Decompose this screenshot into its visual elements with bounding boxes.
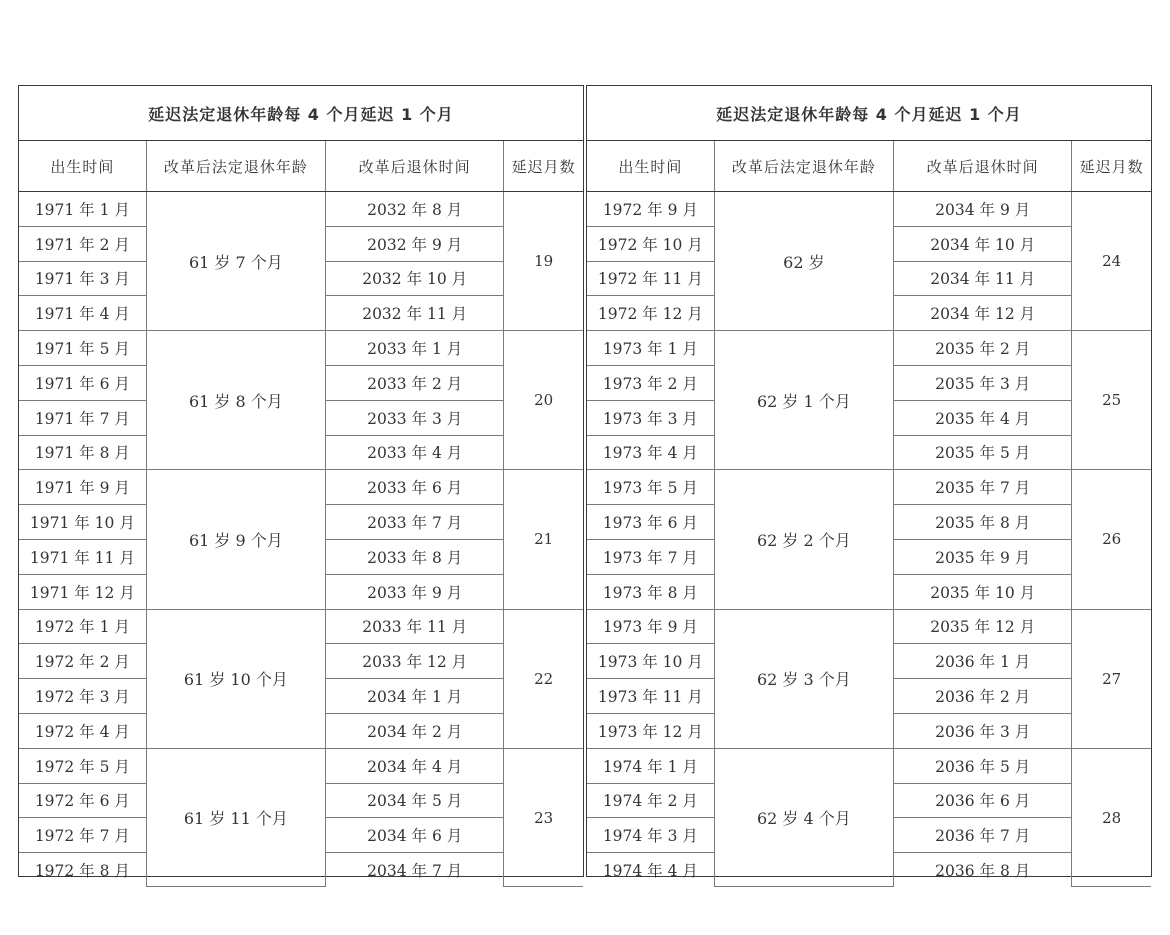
birth-time-cell: 1973 年 12 月 [587,713,714,748]
retirement-time-cell: 2034 年 10 月 [894,226,1072,261]
birth-time-cell: 1971 年 6 月 [19,365,146,400]
delay-months-cell: 19 [504,192,583,331]
table-right-frame [586,85,1152,881]
retirement-time-cell: 2034 年 12 月 [894,296,1072,331]
table-left-frame [18,85,584,881]
birth-time-cell: 1971 年 8 月 [19,435,146,470]
birth-time-cell: 1973 年 3 月 [587,400,714,435]
retirement-age-cell: 61 岁 10 个月 [146,609,325,748]
retirement-age-cell: 62 岁 2 个月 [714,470,893,609]
retirement-time-cell: 2034 年 6 月 [326,818,504,853]
retirement-time-cell: 2035 年 4 月 [894,400,1072,435]
birth-time-cell: 1971 年 7 月 [19,400,146,435]
delay-months-cell: 27 [1072,609,1151,748]
delay-months-cell: 23 [504,748,583,887]
retirement-time-cell: 2033 年 6 月 [326,470,504,505]
birth-time-cell: 1971 年 5 月 [19,331,146,366]
birth-time-cell: 1973 年 1 月 [587,331,714,366]
delay-months-cell: 26 [1072,470,1151,609]
retirement-age-cell: 61 岁 7 个月 [146,192,325,331]
birth-time-cell: 1974 年 1 月 [587,748,714,783]
header-birth-time: 出生时间 [19,141,146,192]
retirement-time-cell: 2036 年 6 月 [894,783,1072,818]
birth-time-cell: 1974 年 4 月 [587,853,714,887]
birth-time-cell: 1972 年 12 月 [587,296,714,331]
birth-time-cell: 1973 年 11 月 [587,679,714,714]
retirement-time-cell: 2033 年 4 月 [326,435,504,470]
retirement-delay-tables [18,85,1152,881]
table-row [587,192,1151,227]
retirement-time-cell: 2035 年 9 月 [894,539,1072,574]
retirement-time-cell: 2034 年 4 月 [326,748,504,783]
table-title-row [19,86,583,141]
retirement-time-cell: 2032 年 8 月 [326,192,504,227]
table-row [587,470,1151,505]
header-delay-months: 延迟月数 [504,141,583,192]
header-legal-retirement-age: 改革后法定退休年龄 [714,141,893,192]
retirement-time-cell: 2036 年 2 月 [894,679,1072,714]
delay-months-cell: 25 [1072,331,1151,470]
table-header-row [19,141,583,192]
retirement-time-cell: 2035 年 8 月 [894,505,1072,540]
birth-time-cell: 1971 年 10 月 [19,505,146,540]
retirement-time-cell: 2036 年 5 月 [894,748,1072,783]
retirement-time-cell: 2036 年 8 月 [894,853,1072,887]
birth-time-cell: 1973 年 7 月 [587,539,714,574]
table-title: 延迟法定退休年龄每 4 个月延迟 1 个月 [587,86,1151,141]
retirement-time-cell: 2033 年 7 月 [326,505,504,540]
retirement-table-left [19,86,583,887]
retirement-age-cell: 61 岁 8 个月 [146,331,325,470]
retirement-time-cell: 2035 年 7 月 [894,470,1072,505]
table-title: 延迟法定退休年龄每 4 个月延迟 1 个月 [19,86,583,141]
retirement-time-cell: 2036 年 3 月 [894,713,1072,748]
birth-time-cell: 1971 年 9 月 [19,470,146,505]
birth-time-cell: 1971 年 4 月 [19,296,146,331]
retirement-time-cell: 2033 年 11 月 [326,609,504,644]
retirement-time-cell: 2033 年 3 月 [326,400,504,435]
delay-months-cell: 20 [504,331,583,470]
birth-time-cell: 1971 年 1 月 [19,192,146,227]
delay-months-cell: 28 [1072,748,1151,887]
retirement-time-cell: 2034 年 11 月 [894,261,1072,296]
header-delay-months: 延迟月数 [1072,141,1151,192]
table-header-row [587,141,1151,192]
table-row [587,748,1151,783]
retirement-time-cell: 2034 年 1 月 [326,679,504,714]
birth-time-cell: 1972 年 5 月 [19,748,146,783]
retirement-time-cell: 2034 年 9 月 [894,192,1072,227]
birth-time-cell: 1971 年 11 月 [19,539,146,574]
birth-time-cell: 1973 年 9 月 [587,609,714,644]
delay-months-cell: 22 [504,609,583,748]
birth-time-cell: 1973 年 4 月 [587,435,714,470]
retirement-time-cell: 2035 年 2 月 [894,331,1072,366]
birth-time-cell: 1972 年 11 月 [587,261,714,296]
birth-time-cell: 1972 年 1 月 [19,609,146,644]
table-row [587,609,1151,644]
retirement-time-cell: 2033 年 8 月 [326,539,504,574]
retirement-age-cell: 62 岁 [714,192,893,331]
header-legal-retirement-age: 改革后法定退休年龄 [146,141,325,192]
retirement-time-cell: 2033 年 12 月 [326,644,504,679]
birth-time-cell: 1973 年 8 月 [587,574,714,609]
retirement-time-cell: 2034 年 2 月 [326,713,504,748]
header-retirement-time: 改革后退休时间 [326,141,504,192]
birth-time-cell: 1971 年 3 月 [19,261,146,296]
retirement-time-cell: 2033 年 9 月 [326,574,504,609]
retirement-time-cell: 2033 年 1 月 [326,331,504,366]
retirement-time-cell: 2034 年 7 月 [326,853,504,887]
birth-time-cell: 1972 年 8 月 [19,853,146,887]
retirement-time-cell: 2035 年 5 月 [894,435,1072,470]
retirement-age-cell: 62 岁 1 个月 [714,331,893,470]
table-row [19,331,583,366]
retirement-time-cell: 2033 年 2 月 [326,365,504,400]
table-row [19,609,583,644]
retirement-table-right [587,86,1151,887]
birth-time-cell: 1971 年 12 月 [19,574,146,609]
table-title-row [587,86,1151,141]
retirement-age-cell: 62 岁 4 个月 [714,748,893,887]
delay-months-cell: 21 [504,470,583,609]
retirement-time-cell: 2035 年 3 月 [894,365,1072,400]
birth-time-cell: 1972 年 3 月 [19,679,146,714]
birth-time-cell: 1972 年 7 月 [19,818,146,853]
retirement-time-cell: 2032 年 10 月 [326,261,504,296]
birth-time-cell: 1972 年 9 月 [587,192,714,227]
retirement-time-cell: 2036 年 1 月 [894,644,1072,679]
birth-time-cell: 1972 年 2 月 [19,644,146,679]
table-row [587,331,1151,366]
birth-time-cell: 1973 年 10 月 [587,644,714,679]
table-row [19,470,583,505]
retirement-time-cell: 2034 年 5 月 [326,783,504,818]
retirement-time-cell: 2032 年 11 月 [326,296,504,331]
retirement-time-cell: 2035 年 12 月 [894,609,1072,644]
birth-time-cell: 1974 年 3 月 [587,818,714,853]
birth-time-cell: 1973 年 5 月 [587,470,714,505]
table-row [19,748,583,783]
retirement-age-cell: 61 岁 9 个月 [146,470,325,609]
retirement-time-cell: 2035 年 10 月 [894,574,1072,609]
header-retirement-time: 改革后退休时间 [894,141,1072,192]
retirement-time-cell: 2032 年 9 月 [326,226,504,261]
retirement-time-cell: 2036 年 7 月 [894,818,1072,853]
birth-time-cell: 1972 年 4 月 [19,713,146,748]
retirement-age-cell: 62 岁 3 个月 [714,609,893,748]
birth-time-cell: 1971 年 2 月 [19,226,146,261]
birth-time-cell: 1973 年 6 月 [587,505,714,540]
table-row [19,192,583,227]
birth-time-cell: 1974 年 2 月 [587,783,714,818]
birth-time-cell: 1973 年 2 月 [587,365,714,400]
delay-months-cell: 24 [1072,192,1151,331]
retirement-age-cell: 61 岁 11 个月 [146,748,325,887]
birth-time-cell: 1972 年 10 月 [587,226,714,261]
header-birth-time: 出生时间 [587,141,714,192]
birth-time-cell: 1972 年 6 月 [19,783,146,818]
